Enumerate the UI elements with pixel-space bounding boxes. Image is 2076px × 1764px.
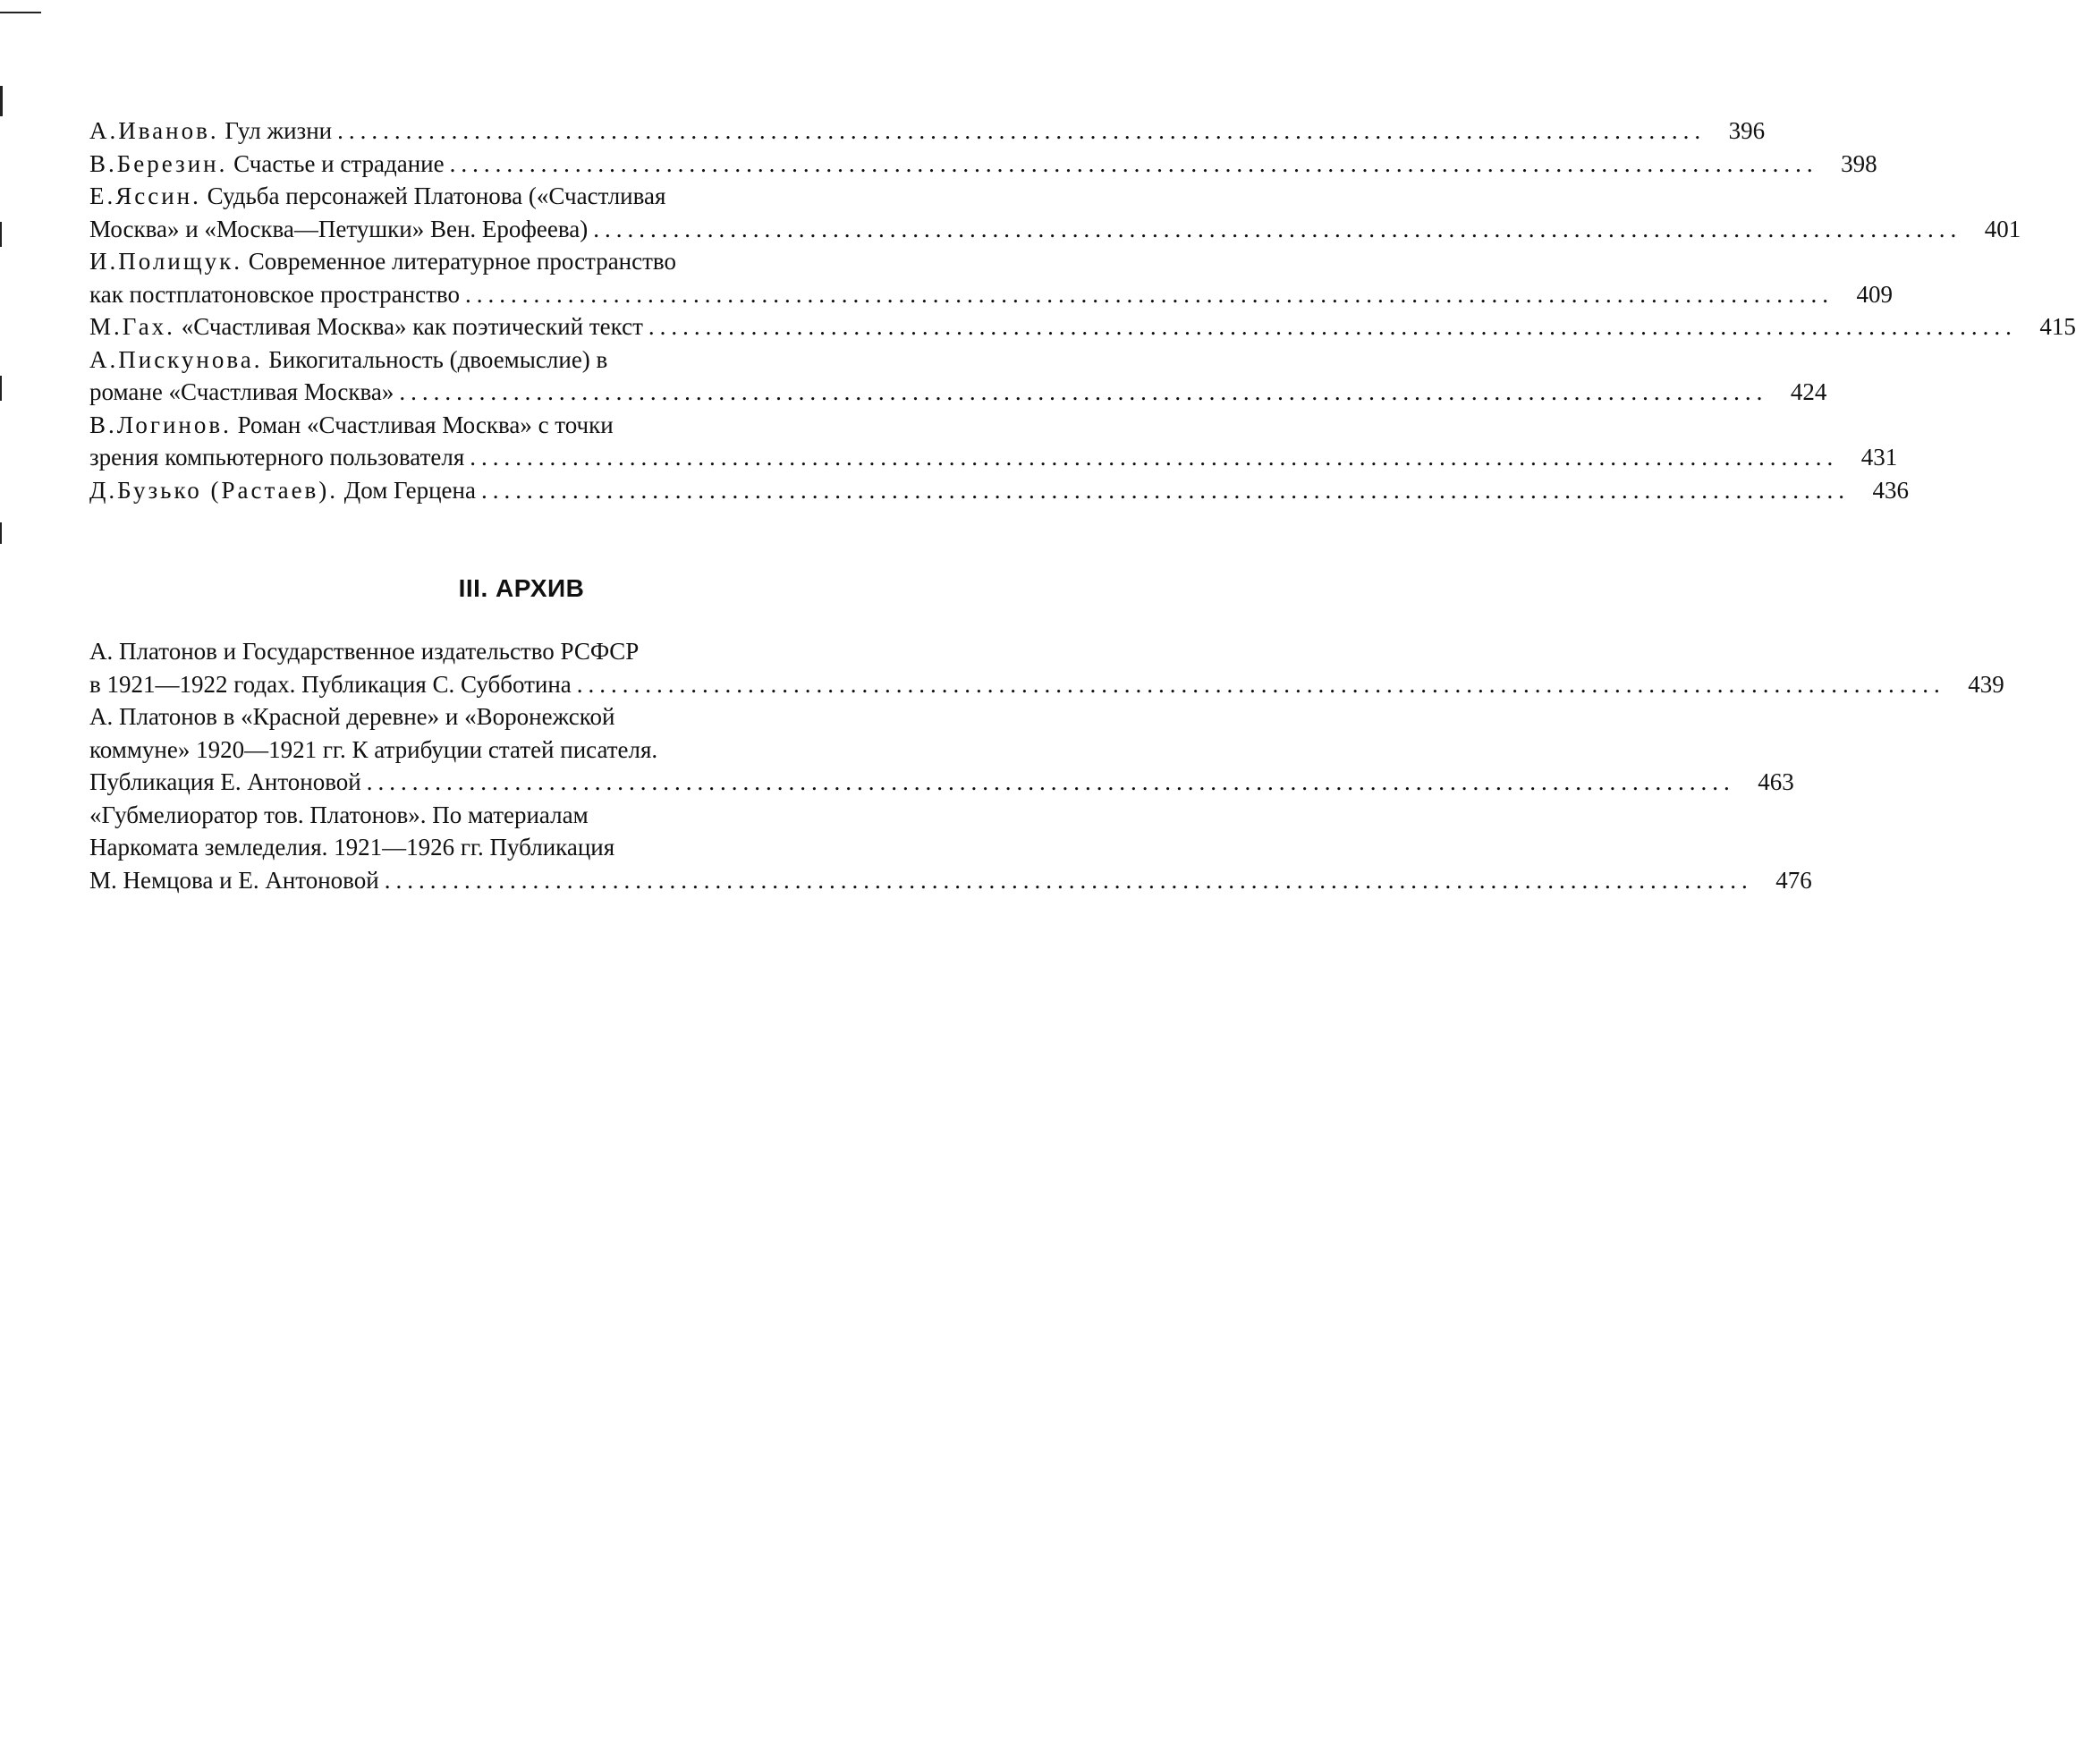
page-number: 409	[1856, 280, 1893, 308]
entry-last-line	[89, 213, 2021, 246]
dot-leader: ........................................................................................................................	[366, 768, 1735, 795]
entry-title-text: Наркомата земледелия. 1921—1926 гг. Публикация	[89, 834, 615, 861]
entry-title-text: Публикация Е. Антоновой	[89, 768, 361, 795]
table-of-contents-page	[89, 114, 2076, 896]
entry-title-text: Счастье и страдание	[233, 149, 445, 177]
entry-title-text: А. Платонов в «Красной деревне» и «Воронежской	[89, 703, 615, 730]
entry-last-line	[89, 278, 1893, 311]
entry-line	[89, 409, 953, 442]
entry-title-text: А. Платонов и Государственное издательство РСФСР	[89, 638, 640, 665]
entry-last-line	[89, 114, 1766, 148]
scan-mark-2	[0, 222, 2, 247]
toc-entry	[89, 180, 2021, 245]
entry-title-text: Современное литературное пространство	[248, 248, 676, 275]
scan-mark-3	[0, 376, 2, 401]
scan-mark-1	[0, 86, 3, 116]
toc-entry	[89, 799, 1812, 897]
entry-title-text: Роман «Счастливая Москва» с точки	[237, 411, 614, 438]
dot-leader: ........................................................................................................................	[576, 670, 1945, 698]
entry-last-line	[89, 766, 1794, 799]
page-number: 424	[1790, 378, 1827, 405]
dot-leader: ........................................................................................................................	[470, 444, 1839, 471]
page-number: 415	[2039, 313, 2076, 340]
entry-last-line	[89, 376, 1827, 409]
toc-entry	[89, 474, 1909, 507]
entry-author: А.Пискунова.	[89, 345, 263, 373]
entry-title-text: в 1921—1922 годах. Публикация С. Субботина	[89, 670, 572, 698]
entry-title-text: романе «Счастливая Москва»	[89, 378, 394, 405]
dot-leader: ........................................................................................................................	[399, 378, 1768, 405]
toc-container	[89, 114, 2076, 896]
entry-author: В.Логинов.	[89, 411, 232, 438]
entry-title	[89, 114, 332, 148]
entry-title-text: Судьба персонажей Платонова («Счастливая	[207, 182, 666, 209]
scan-mark-4	[0, 522, 2, 544]
entry-title	[89, 278, 460, 311]
page-number: 476	[1775, 866, 1812, 894]
toc-entry	[89, 245, 1893, 310]
toc-section	[89, 574, 2004, 896]
page-number: 436	[1872, 476, 1909, 504]
toc-entry-list	[89, 635, 2004, 896]
entry-title	[89, 766, 361, 799]
entry-title-text: Москва» и «Москва—Петушки» Вен. Ерофеева)	[89, 215, 589, 242]
entry-title	[89, 441, 464, 474]
page-number: 398	[1841, 149, 1877, 177]
entry-title	[89, 864, 379, 897]
dot-leader: ........................................................................................................................	[480, 476, 1850, 504]
entry-title	[89, 668, 572, 701]
entry-author: В.Березин.	[89, 149, 228, 177]
toc-entry	[89, 310, 2076, 343]
entry-title	[89, 213, 588, 246]
entry-title	[89, 310, 643, 343]
entry-title-text: Гул жизни	[225, 117, 333, 144]
page-number: 463	[1758, 768, 1794, 795]
toc-entry-list	[89, 114, 2076, 506]
toc-entry	[89, 148, 1877, 181]
toc-entry	[89, 409, 1898, 474]
entry-title-text: зрения компьютерного пользователя	[89, 444, 465, 471]
page-number: 431	[1860, 444, 1898, 471]
dot-leader: ........................................................................................................................	[384, 866, 1753, 894]
page-number: 439	[1968, 670, 2004, 698]
dot-leader: ........................................................................................................................	[593, 215, 1962, 242]
dot-leader: ........................................................................................................................	[449, 149, 1818, 177]
entry-title	[89, 474, 476, 507]
entry-line	[89, 831, 953, 864]
entry-line	[89, 700, 953, 734]
section-heading: III. АРХИВ	[458, 574, 585, 602]
toc-section	[89, 114, 2076, 506]
toc-entry	[89, 114, 1766, 148]
entry-author: А.Иванов.	[89, 117, 219, 144]
entry-last-line	[89, 148, 1877, 181]
toc-entry	[89, 343, 1827, 409]
entry-line	[89, 343, 953, 377]
entry-line	[89, 799, 953, 832]
scan-mark-top	[0, 12, 41, 13]
dot-leader: ........................................................................................................................	[648, 313, 2017, 340]
entry-author: Д.Бузько (Растаев).	[89, 476, 339, 504]
entry-title-text: Дом Герцена	[343, 476, 476, 504]
dot-leader: ........................................................................................................................	[337, 117, 1707, 144]
entry-line	[89, 245, 953, 278]
entry-author: Е.Яссин.	[89, 182, 201, 209]
toc-entry	[89, 700, 1794, 799]
entry-author: М.Гах.	[89, 313, 175, 340]
entry-last-line	[89, 668, 2004, 701]
entry-line	[89, 734, 953, 767]
entry-title-text: Бикогитальность (двоемыслие) в	[268, 345, 608, 373]
page-number: 396	[1728, 117, 1766, 144]
entry-title-text: как постплатоновское пространство	[89, 280, 460, 308]
entry-title-text: «Губмелиоратор тов. Платонов». По материалам	[89, 801, 589, 828]
entry-title-text: М. Немцова и Е. Антоновой	[89, 866, 379, 894]
entry-title-text: коммуне» 1920—1921 гг. К атрибуции статей писателя.	[89, 735, 658, 763]
entry-last-line	[89, 474, 1909, 507]
entry-last-line	[89, 864, 1812, 897]
entry-last-line	[89, 310, 2076, 343]
entry-title	[89, 376, 394, 409]
entry-title	[89, 148, 445, 181]
toc-entry	[89, 635, 2004, 700]
page-number: 401	[1984, 215, 2021, 242]
dot-leader: ........................................................................................................................	[464, 280, 1834, 308]
entry-title-text: «Счастливая Москва» как поэтический текст	[181, 313, 643, 340]
entry-last-line	[89, 441, 1898, 474]
entry-line	[89, 180, 953, 213]
entry-author: И.Полищук.	[89, 248, 242, 275]
entry-line	[89, 635, 953, 668]
